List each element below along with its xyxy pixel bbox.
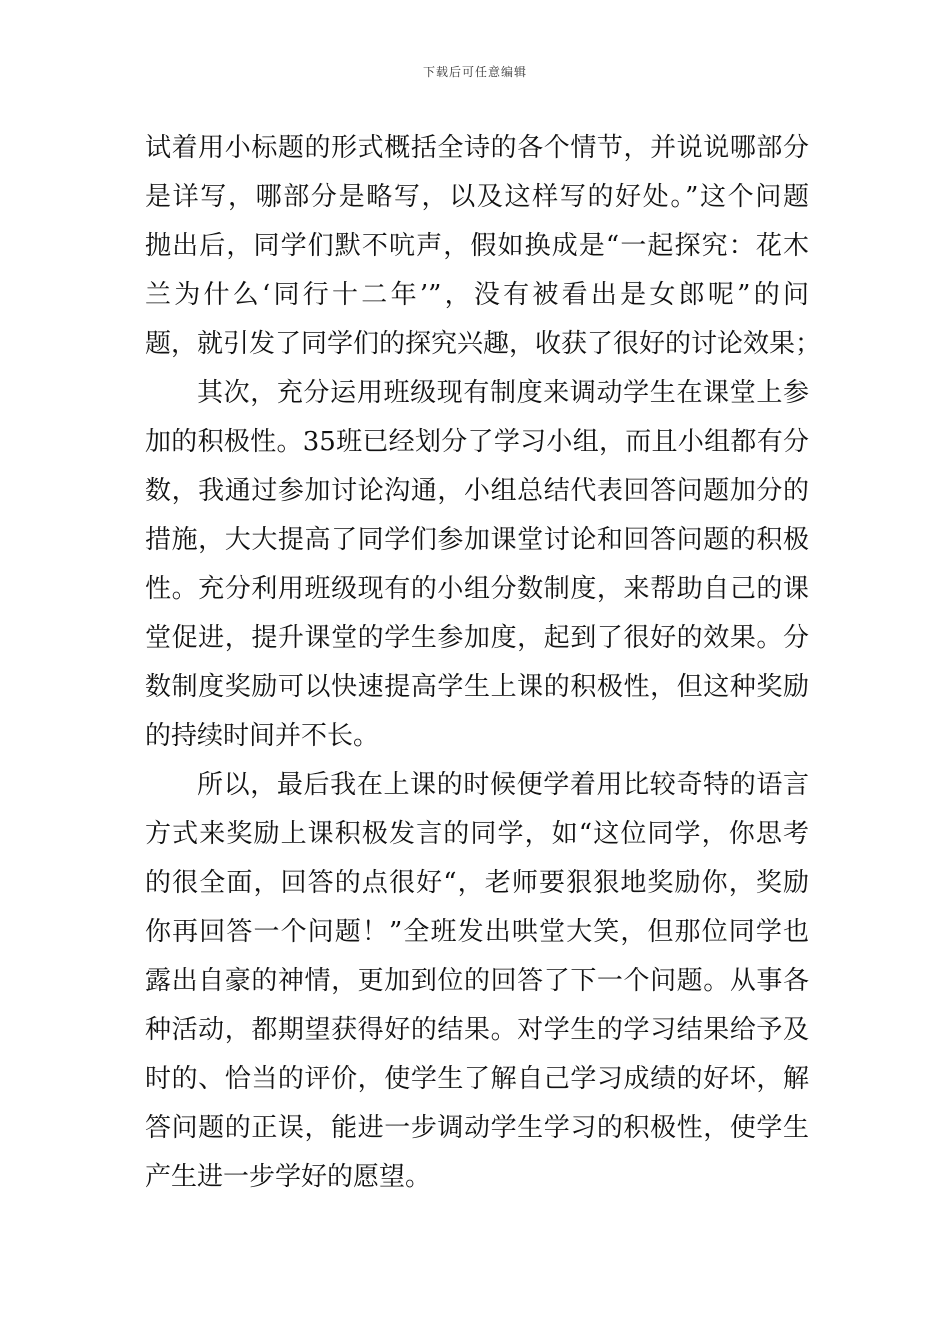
paragraph-line: 时的、恰当的评价，使学生了解自己学习成绩的好坏，解: [145, 1064, 809, 1094]
paragraph-line: 的很全面，回答的点很好“，老师要狠狠地奖励你，奖励: [145, 868, 809, 898]
paragraph-line: 你再回答一个问题！”全班发出哄堂大笑，但那位同学也: [145, 917, 809, 947]
paragraph-1: [145, 124, 822, 369]
paragraph-line: 性。充分利用班级现有的小组分数制度，来帮助自己的课: [145, 574, 809, 604]
paragraph-line: 抛出后，同学们默不吭声，假如换成是“一起探究：花木: [145, 231, 809, 261]
paragraph-line: 堂促进，提升课堂的学生参加度，起到了很好的效果。分: [145, 623, 809, 653]
paragraph-line: 是详写，哪部分是略写，以及这样写的好处。”这个问题: [145, 182, 809, 212]
paragraph-line: 题，就引发了同学们的探究兴趣，收获了很好的讨论效果；: [145, 329, 822, 359]
paragraph-line: 的持续时间并不长。: [145, 721, 380, 751]
paragraph-line: 数，我通过参加讨论沟通，小组总结代表回答问题加分的: [145, 476, 809, 506]
paragraph-line: 试着用小标题的形式概括全诗的各个情节，并说说哪部分: [145, 133, 809, 163]
paragraph-2: [145, 369, 809, 761]
paragraph-line: 方式来奖励上课积极发言的同学，如“这位同学，你思考: [145, 819, 809, 849]
paragraph-3: [145, 761, 809, 1202]
paragraph-line: 其次，充分运用班级现有制度来调动学生在课堂上参: [197, 378, 809, 408]
paragraph-line: 产生进一步学好的愿望。: [145, 1162, 432, 1192]
page-header: 下载后可任意编辑: [422, 65, 527, 79]
paragraph-line: 所以，最后我在上课的时候便学着用比较奇特的语言: [197, 770, 809, 800]
document-body: [145, 124, 822, 1202]
paragraph-line: 数制度奖励可以快速提高学生上课的积极性，但这种奖励: [145, 672, 809, 702]
paragraph-line: 措施，大大提高了同学们参加课堂讨论和回答问题的积极: [145, 525, 809, 555]
paragraph-line: 露出自豪的神情，更加到位的回答了下一个问题。从事各: [145, 966, 809, 996]
paragraph-line: 种活动，都期望获得好的结果。对学生的学习结果给予及: [145, 1015, 809, 1045]
paragraph-line: 兰为什么‘同行十二年’”，没有被看出是女郎呢”的问: [145, 280, 809, 310]
paragraph-line: 答问题的正误，能进一步调动学生学习的积极性，使学生: [145, 1113, 809, 1143]
paragraph-line: 加的积极性。35班已经划分了学习小组，而且小组都有分: [145, 427, 809, 457]
